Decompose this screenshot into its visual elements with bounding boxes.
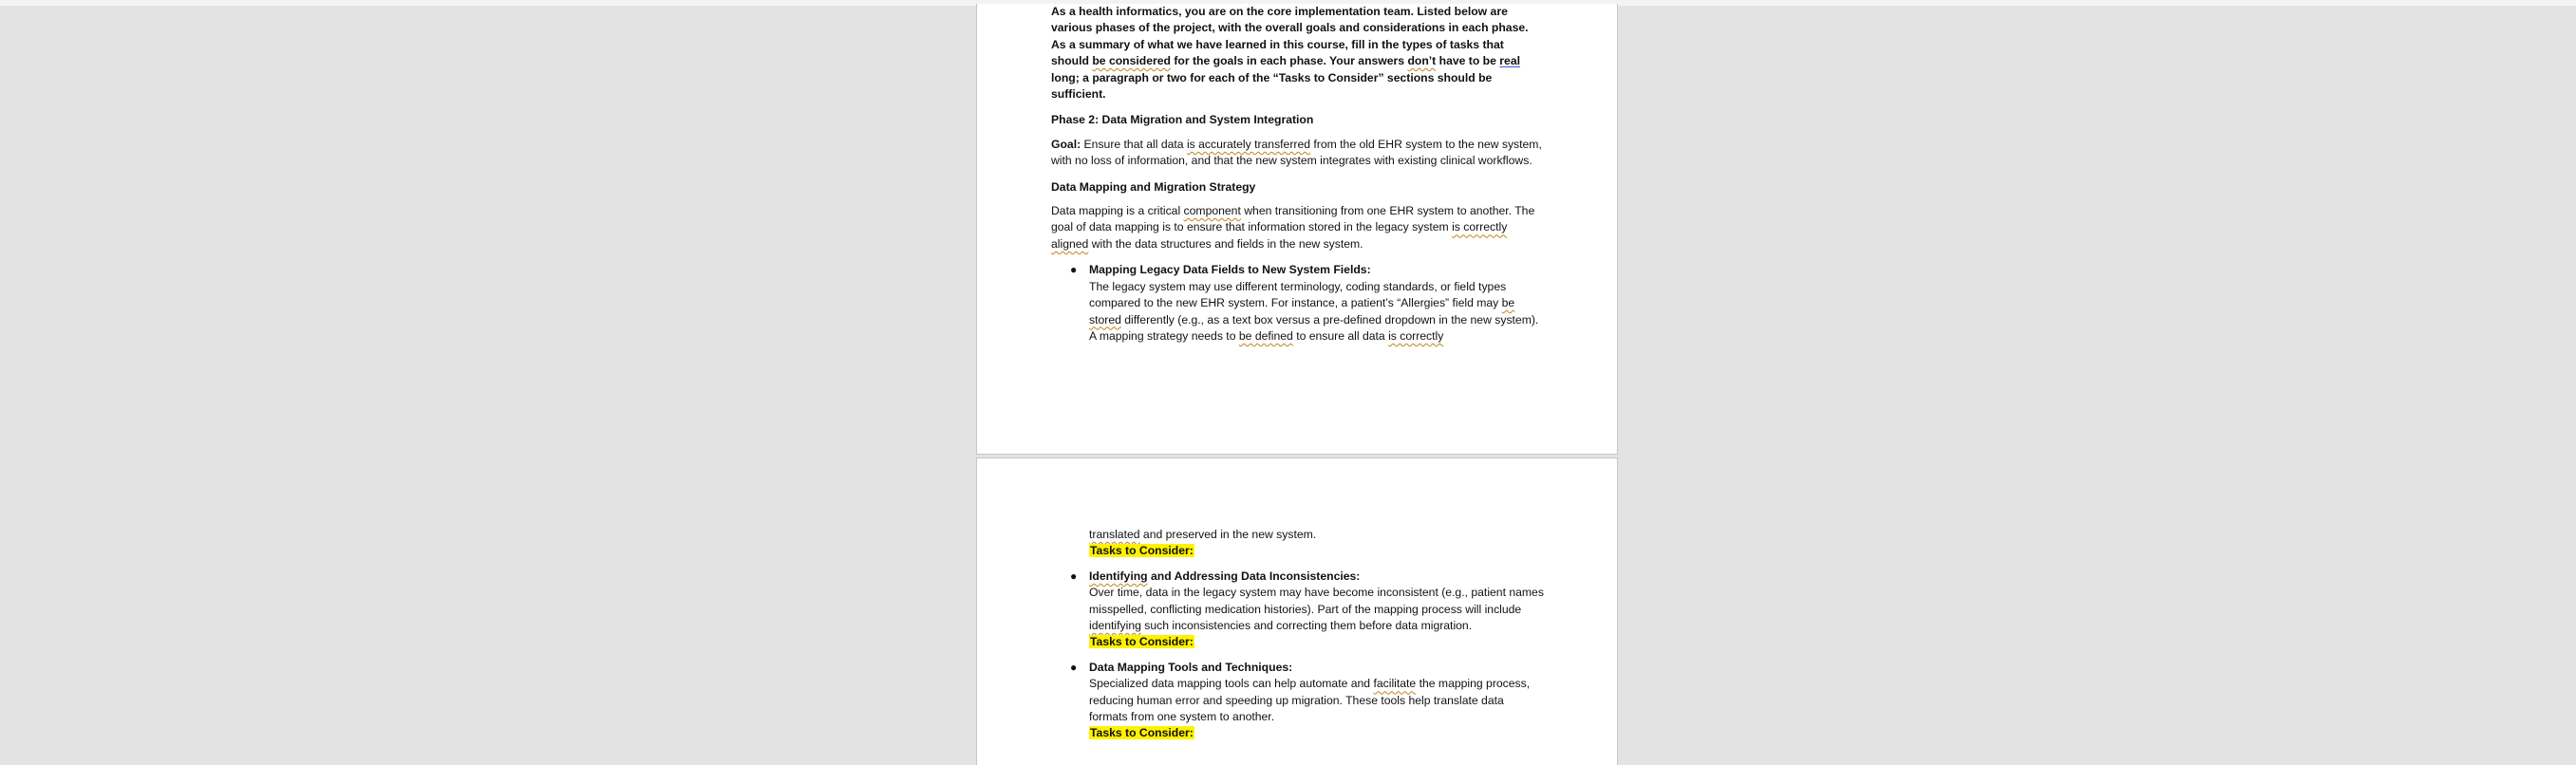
grammar-flag[interactable]: identifying xyxy=(1089,619,1141,633)
bullet-body: The legacy system may use different terminology, coding standards, or field types compared to the new EHR system. For instance, a patient’s “Allergies” field may be stored differently (e.g., as a text box versus a pre-defined dropdown in the new system). A mapping strategy needs to be defined to ensure all data is correctly xyxy=(1089,279,1539,343)
grammar-flag[interactable]: be defined xyxy=(1238,328,1293,343)
list-item xyxy=(1051,262,1545,345)
document-page-2 xyxy=(976,457,1618,765)
bullet-icon: ● xyxy=(1070,660,1078,674)
list-item xyxy=(1051,660,1545,742)
phase-title: Phase 2: Data Migration and System Integration xyxy=(1051,113,1314,127)
intro-paragraph: As a health informatics, you are on the core implementation team. Listed below are various phases of the project, with the overall goals and considerations in each phase. As a summary of what we have learned in this course, fill in the types of tasks that should be considered for the goals in each phase. Your answers don’t have to be real long; a paragraph or two for each of the “Tasks to Consider” sections should be sufficient. xyxy=(1051,5,1529,102)
bullet-title: Identifying and Addressing Data Inconsistencies: xyxy=(1089,569,1361,583)
bullet-continuation: translated and preserved in the new system. xyxy=(1089,528,1317,541)
goal-label: Goal: xyxy=(1051,137,1081,151)
section-title: Data Mapping and Migration Strategy xyxy=(1051,179,1256,194)
tasks-to-consider: Tasks to Consider: xyxy=(1090,544,1194,558)
bullet-body: Specialized data mapping tools can help automate and facilitate the mapping process, reducing human error and speeding up migration. These tools help translate data formats from one system to another. xyxy=(1089,677,1531,724)
bullet-title: Data Mapping Tools and Techniques: xyxy=(1089,660,1293,674)
page-2-content xyxy=(1051,527,1545,751)
document-page-1 xyxy=(976,4,1618,455)
tasks-to-consider: Tasks to Consider: xyxy=(1090,726,1194,740)
goal-paragraph: Goal: Ensure that all data is accurately transferred from the old EHR system to the new system, with no loss of information, and that the new system integrates with existing clinical workflows. xyxy=(1051,137,1542,168)
bullet-body: Over time, data in the legacy system may have become inconsistent (e.g., patient names misspelled, conflicting medication histories). Part of the mapping process will include identifying such inconsistencies and correcting them before data migration. xyxy=(1089,586,1544,633)
grammar-flag[interactable]: translated xyxy=(1089,528,1140,541)
grammar-flag[interactable]: is correctly aligned xyxy=(1051,220,1508,251)
bullet-title: Mapping Legacy Data Fields to New System Fields: xyxy=(1089,263,1371,277)
bullet-list xyxy=(1051,262,1545,345)
grammar-flag[interactable]: facilitate xyxy=(1373,677,1417,691)
grammar-flag[interactable]: component xyxy=(1183,204,1241,218)
bullet-list xyxy=(1051,569,1545,742)
page-1-content xyxy=(1051,4,1545,353)
grammar-flag[interactable]: be considered xyxy=(1092,54,1171,68)
section-paragraph: Data mapping is a critical component when transitioning from one EHR system to another. The goal of data mapping is to ensure that information stored in the legacy system is correctly aligned with the data structures and fields in the new system. xyxy=(1051,204,1535,251)
tasks-to-consider: Tasks to Consider: xyxy=(1090,635,1194,649)
spelling-flag[interactable]: real xyxy=(1499,54,1520,68)
grammar-flag[interactable]: be stored xyxy=(1089,296,1515,327)
list-item xyxy=(1051,569,1545,651)
bullet-icon: ● xyxy=(1070,263,1078,277)
grammar-flag[interactable]: is accurately transferred xyxy=(1186,137,1311,151)
grammar-flag[interactable]: is correctly xyxy=(1388,328,1444,343)
grammar-flag[interactable]: don’t xyxy=(1407,54,1437,68)
grammar-flag[interactable]: Identifying xyxy=(1089,569,1148,583)
bullet-icon: ● xyxy=(1070,569,1078,583)
